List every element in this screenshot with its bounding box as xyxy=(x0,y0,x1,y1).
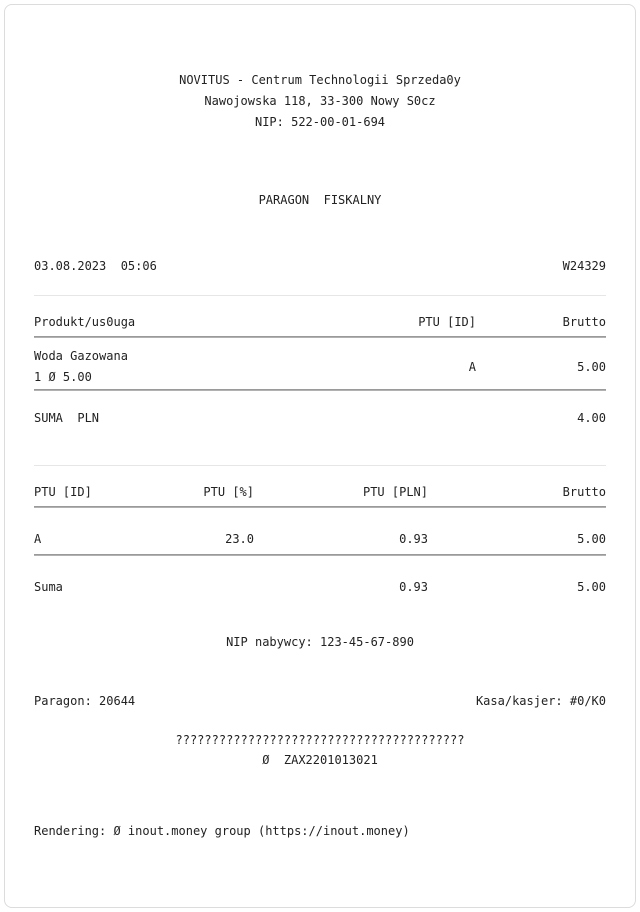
barcode-placeholder: ???????????????????????????????????????? xyxy=(175,733,465,747)
suma-row xyxy=(34,411,606,425)
receipt-title: PARAGON FISKALNY xyxy=(258,193,382,207)
item-qty-price: 1 Ø 5.00 xyxy=(34,370,92,384)
merchant-address: Nawojowska 118, 33-300 Nowy S0cz xyxy=(204,94,436,108)
items-table-header xyxy=(34,315,606,329)
tax-suma-label: Suma xyxy=(34,580,63,594)
divider-strong-4 xyxy=(34,554,606,556)
tax-header-pct: PTU [%] xyxy=(203,485,254,499)
item-row xyxy=(34,349,606,384)
fiscal-id: Ø ZAX2201013021 xyxy=(262,753,378,767)
divider-faint-tax xyxy=(34,465,606,466)
tax-suma-pct xyxy=(144,580,254,594)
suma-label: SUMA PLN xyxy=(34,411,100,425)
items-header-product: Produkt/us0uga xyxy=(34,315,136,329)
tax-table-header xyxy=(34,485,606,499)
receipt-datetime: 03.08.2023 05:06 xyxy=(34,259,157,273)
tax-row-brutto: 5.00 xyxy=(577,532,606,546)
divider-strong-2 xyxy=(34,389,606,391)
item-name-block xyxy=(34,349,326,384)
rendering-credit: Rendering: Ø inout.money group (https://inout.money) xyxy=(34,824,410,838)
kasa-kasjer: Kasa/kasjer: #0/K0 xyxy=(475,694,606,708)
tax-row-pct: 23.0 xyxy=(225,532,254,546)
tax-row-pln: 0.93 xyxy=(399,532,428,546)
receipt-doc-number: W24329 xyxy=(562,259,606,273)
divider-strong-3 xyxy=(34,506,606,508)
items-header-brutto: Brutto xyxy=(562,315,606,329)
merchant-nip: NIP: 522-00-01-694 xyxy=(254,115,386,129)
tax-suma-row xyxy=(34,580,606,594)
suma-value: 4.00 xyxy=(577,411,606,425)
tax-suma-pln: 0.93 xyxy=(399,580,428,594)
item-name: Woda Gazowana xyxy=(34,349,128,363)
paragon-row xyxy=(34,694,606,708)
page-border xyxy=(4,4,636,908)
paragon-number: Paragon: 20644 xyxy=(34,694,136,708)
item-ptu: A xyxy=(468,359,476,374)
divider-strong-1 xyxy=(34,336,606,338)
meta-row xyxy=(34,259,606,273)
tax-header-brutto: Brutto xyxy=(562,485,606,499)
tax-header-pln: PTU [PLN] xyxy=(362,485,428,499)
item-brutto: 5.00 xyxy=(577,359,606,374)
tax-row xyxy=(34,532,606,546)
tax-suma-brutto: 5.00 xyxy=(577,580,606,594)
divider-faint-items xyxy=(34,295,606,296)
tax-header-id: PTU [ID] xyxy=(34,485,92,499)
merchant-name: NOVITUS - Centrum Technologii Sprzeda0y xyxy=(179,73,461,87)
tax-row-id: A xyxy=(34,532,42,546)
buyer-nip: NIP nabywcy: 123-45-67-890 xyxy=(226,635,414,649)
items-header-ptu: PTU [ID] xyxy=(418,315,476,329)
